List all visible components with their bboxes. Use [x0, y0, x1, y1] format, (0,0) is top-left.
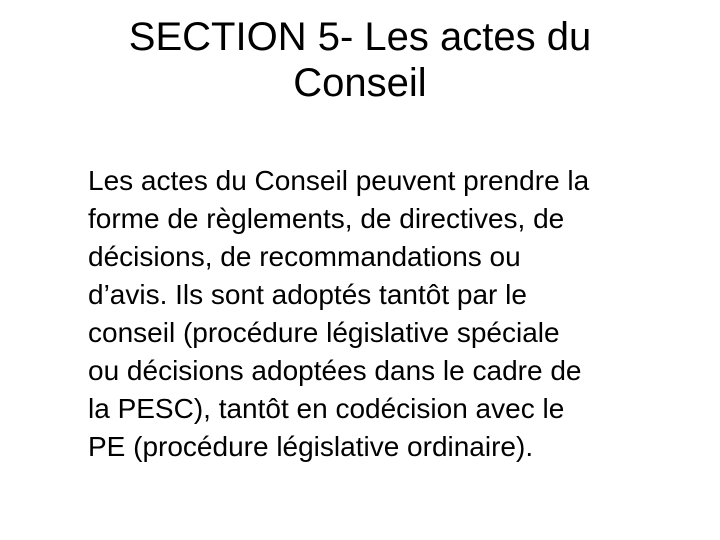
body-line-7: la PESC), tantôt en codécision avec le — [88, 393, 565, 424]
body-line-3: décisions, de recommandations ou — [88, 241, 521, 272]
body-line-1: Les actes du Conseil peuvent prendre la — [88, 165, 590, 196]
body-line-5: conseil (procédure législative spéciale — [88, 317, 560, 348]
slide-body-paragraph — [88, 162, 688, 466]
slide-title-line-1: SECTION 5- Les actes du — [128, 15, 592, 59]
body-line-8: PE (procédure législative ordinaire). — [88, 431, 534, 462]
body-line-6: ou décisions adoptées dans le cadre de — [88, 355, 582, 386]
body-line-4: d’avis. Ils sont adoptés tantôt par le — [88, 279, 527, 310]
body-line-2: forme de règlements, de directives, de — [88, 203, 565, 234]
slide-title-line-2: Conseil — [293, 61, 427, 105]
slide-title — [0, 14, 720, 106]
